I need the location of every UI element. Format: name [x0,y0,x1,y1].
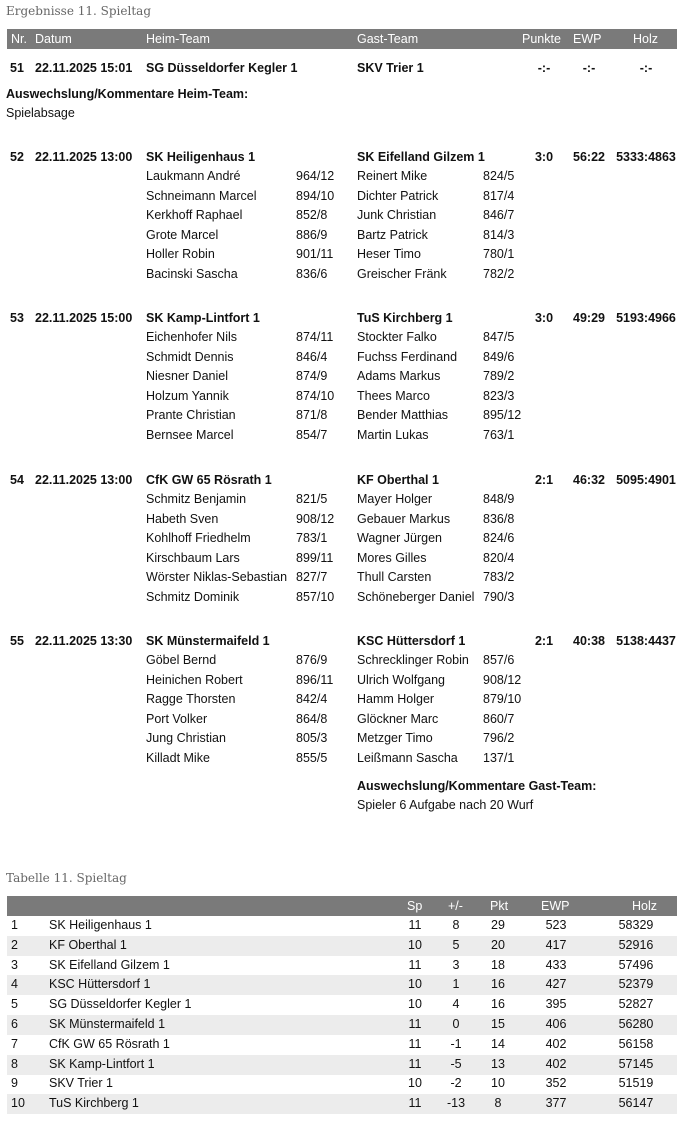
header-table-ewp: EWP [541,899,570,913]
rank-cell: 6 [11,1017,18,1031]
home-player: Eichenhofer Nils [146,330,238,344]
holz-cell: 51519 [618,1076,654,1091]
home-player-score: 871/8 [296,408,328,423]
game-nr: 55 [10,634,24,648]
rank-cell: 2 [11,937,18,952]
table-caption: Tabelle 11. Spieltag [6,871,127,885]
guest-player: Hamm Holger [357,692,435,707]
guest-player-score: 782/2 [483,267,515,281]
diff-cell: 8 [452,918,460,932]
game-datum: 22.11.2025 13:00 [35,150,133,164]
guest-player: Adams Markus [357,369,441,384]
guest-player: Gebauer Markus [357,511,451,526]
home-player: Holzum Yannik [146,388,229,403]
home-player-score: 783/1 [296,531,328,546]
guest-player: Thees Marco [357,388,430,403]
team-cell: SK Münstermaifeld 1 [49,1017,166,1031]
table-row [7,1035,677,1055]
diff-cell: 5 [452,937,460,952]
team-cell: SG Düsseldorfer Kegler 1 [49,997,192,1012]
table-row [7,916,677,936]
home-comment-label: Auswechslung/Kommentare Heim-Team: [6,87,249,101]
guest-player-score: 763/1 [483,428,515,442]
sp-cell: 11 [408,1096,422,1111]
guest-player: Glöckner Marc [357,711,439,726]
guest-team: KF Oberthal 1 [357,473,439,487]
guest-player: Heser Timo [357,247,421,262]
header-ewp: EWP [573,32,602,46]
team-cell: TuS Kirchberg 1 [49,1096,139,1111]
guest-player-score: 789/2 [483,369,515,384]
guest-player-score: 895/12 [483,408,522,423]
results-header [7,29,677,49]
guest-player-score: 824/5 [483,169,515,183]
game-holz: 5333:4863 [616,150,676,164]
game-ewp: 46:32 [573,473,605,487]
holz-cell: 57145 [618,1056,654,1071]
game-ewp: 49:29 [573,311,605,325]
diff-cell: -5 [450,1056,462,1071]
home-player-score: 836/6 [296,267,328,281]
sp-cell: 11 [408,1056,422,1071]
guest-player-score: 780/1 [483,247,515,262]
guest-player-score: 820/4 [483,550,515,565]
home-player: Heinichen Robert [146,672,243,687]
diff-cell: -2 [450,1076,462,1091]
home-team: SG Düsseldorfer Kegler 1 [146,61,298,75]
home-player-score: 874/9 [296,369,328,384]
ewp-cell: 523 [545,918,567,932]
diff-cell: 3 [452,957,460,972]
home-player-score: 899/11 [296,550,334,565]
home-player: Göbel Bernd [146,653,217,667]
ewp-cell: 395 [545,997,567,1012]
header-datum: Datum [35,32,72,46]
guest-player-score: 137/1 [483,751,515,765]
sp-cell: 11 [408,1017,422,1031]
ewp-cell: 377 [545,1096,567,1111]
pkt-cell: 13 [491,1056,505,1071]
home-team: CfK GW 65 Rösrath 1 [146,473,272,487]
guest-player: Schrecklinger Robin [357,653,469,667]
rank-cell: 10 [11,1096,25,1111]
holz-cell: 58329 [618,918,654,932]
guest-player-score: 814/3 [483,227,515,242]
header-heim: Heim-Team [146,32,210,46]
header-punkte: Punkte [522,32,561,46]
rank-cell: 7 [11,1036,18,1051]
home-player: Killadt Mike [146,751,210,765]
header-pkt: Pkt [490,899,509,913]
ewp-cell: 433 [545,957,567,972]
table-row [7,1094,677,1114]
home-player: Laukmann André [146,169,241,183]
guest-player-score: 783/2 [483,570,515,585]
home-player: Habeth Sven [146,511,219,526]
pkt-cell: 14 [491,1036,505,1051]
diff-cell: -13 [446,1096,466,1111]
home-player: Prante Christian [146,408,236,423]
sp-cell: 11 [408,918,422,932]
table-row [7,956,677,976]
pkt-cell: 18 [491,957,505,972]
game-ewp: 40:38 [573,634,605,648]
home-player-score: 827/7 [296,570,328,585]
pkt-cell: 20 [491,937,505,952]
guest-player: Fuchss Ferdinand [357,349,458,364]
guest-player: Thull Carsten [357,570,432,585]
home-player: Jung Christian [146,731,226,746]
home-team: SK Heiligenhaus 1 [146,150,256,164]
table-row [7,1015,677,1035]
header-sp: Sp [407,899,423,913]
guest-player: Martin Lukas [357,428,429,442]
home-player: Kirschbaum Lars [146,550,240,565]
home-player-score: 852/8 [296,208,328,223]
guest-player-score: 796/2 [483,731,515,746]
team-cell: KF Oberthal 1 [49,937,127,952]
game-ewp: 56:22 [573,150,605,164]
home-player-score: 855/5 [296,751,328,765]
guest-comment: Spieler 6 Aufgabe nach 20 Wurf [357,798,534,812]
home-player: Niesner Daniel [146,369,228,384]
guest-player-score: 823/3 [483,388,515,403]
ewp-cell: 406 [545,1017,567,1031]
pkt-cell: 16 [491,977,505,992]
rank-cell: 8 [11,1056,18,1071]
home-player-score: 886/9 [296,227,328,242]
guest-team: SK Eifelland Gilzem 1 [357,150,485,164]
diff-cell: -1 [450,1036,462,1051]
guest-player-score: 879/10 [483,692,522,707]
home-player: Bernsee Marcel [146,428,234,442]
guest-player: Leißmann Sascha [357,751,458,765]
game-holz: -:- [639,61,653,75]
table-row [7,1055,677,1075]
header-table-holz: Holz [632,899,658,913]
home-player-score: 874/11 [296,330,334,344]
table-row [7,936,677,956]
ewp-cell: 402 [545,1036,567,1051]
home-player: Schmitz Benjamin [146,492,247,506]
guest-player: Metzger Timo [357,731,433,746]
game-nr: 52 [10,150,24,164]
table-row [7,995,677,1015]
guest-comment-label: Auswechslung/Kommentare Gast-Team: [357,779,597,793]
guest-player: Junk Christian [357,208,437,223]
pkt-cell: 15 [491,1017,505,1031]
guest-player: Schöneberger Daniel [357,590,475,604]
holz-cell: 56280 [618,1017,654,1031]
guest-player: Wagner Jürgen [357,531,442,546]
team-cell: SK Kamp-Lintfort 1 [49,1056,155,1071]
guest-player: Reinert Mike [357,169,428,183]
game-punkte: 2:1 [534,473,554,487]
table-row [7,975,677,995]
game-nr: 51 [10,61,24,75]
pkt-cell: 29 [491,918,505,932]
table-row [7,1074,677,1094]
home-player-score: 846/4 [296,349,328,364]
results-caption: Ergebnisse 11. Spieltag [6,4,151,18]
game-holz: 5193:4966 [616,311,676,325]
sp-cell: 10 [408,937,422,952]
team-cell: KSC Hüttersdorf 1 [49,977,151,992]
rank-cell: 3 [11,957,18,972]
home-player-score: 896/11 [296,672,334,687]
pkt-cell: 8 [494,1096,502,1111]
home-player-score: 964/12 [296,169,335,183]
guest-player: Mayer Holger [357,492,433,506]
guest-player-score: 836/8 [483,511,515,526]
guest-player-score: 849/6 [483,349,515,364]
home-player: Bacinski Sascha [146,267,238,281]
game-ewp: -:- [582,61,596,75]
guest-player: Bartz Patrick [357,227,428,242]
game-punkte: 3:0 [534,150,554,164]
header-gast: Gast-Team [357,32,419,46]
home-player-score: 876/9 [296,653,328,667]
diff-cell: 0 [452,1017,460,1031]
game-holz: 5138:4437 [616,634,676,648]
home-player: Holler Robin [146,247,215,262]
guest-player-score: 848/9 [483,492,515,506]
game-datum: 22.11.2025 13:00 [35,473,133,487]
holz-cell: 52916 [618,937,654,952]
holz-cell: 52379 [618,977,654,992]
ewp-cell: 427 [545,977,567,992]
home-player-score: 842/4 [296,692,328,707]
guest-player-score: 846/7 [483,208,515,223]
rank-cell: 4 [11,977,18,992]
guest-player-score: 860/7 [483,711,515,726]
guest-player: Ulrich Wolfgang [357,672,446,687]
home-player-score: 908/12 [296,511,335,526]
guest-player-score: 908/12 [483,672,522,687]
holz-cell: 56158 [618,1036,654,1051]
ewp-cell: 402 [545,1056,567,1071]
header-holz: Holz [633,32,659,46]
home-player: Grote Marcel [146,227,219,242]
pkt-cell: 16 [491,997,505,1012]
home-player-score: 857/10 [296,590,335,604]
home-player-score: 854/7 [296,428,328,442]
ewp-cell: 352 [545,1076,567,1091]
holz-cell: 57496 [618,957,654,972]
table-header [7,896,677,916]
header-nr: Nr. [11,32,27,46]
guest-player: Stockter Falko [357,330,437,344]
game-datum: 22.11.2025 13:30 [35,634,133,648]
guest-player-score: 857/6 [483,653,515,667]
guest-player: Bender Matthias [357,408,449,423]
home-player: Kohlhoff Friedhelm [146,531,251,546]
home-team: SK Münstermaifeld 1 [146,634,270,648]
guest-player-score: 790/3 [483,590,515,604]
game-punkte: 3:0 [534,311,554,325]
sp-cell: 10 [408,977,422,992]
team-cell: CfK GW 65 Rösrath 1 [49,1036,170,1051]
holz-cell: 52827 [618,997,654,1012]
game-punkte: 2:1 [534,634,554,648]
home-player: Schneimann Marcel [146,188,257,203]
team-cell: SK Eifelland Gilzem 1 [49,957,170,972]
home-player: Ragge Thorsten [146,692,236,707]
header-diff: +/- [448,899,463,913]
ewp-cell: 417 [545,937,567,952]
game-punkte: -:- [537,61,551,75]
holz-cell: 56147 [618,1096,654,1111]
home-player-score: 901/11 [296,247,334,262]
diff-cell: 4 [452,997,460,1012]
game-holz: 5095:4901 [616,473,676,487]
guest-player: Greischer Fränk [357,267,447,281]
sp-cell: 11 [408,1036,422,1051]
rank-cell: 1 [11,918,18,932]
home-player-score: 874/10 [296,388,335,403]
guest-team: SKV Trier 1 [357,61,424,75]
guest-player: Dichter Patrick [357,188,439,203]
game-datum: 22.11.2025 15:01 [35,61,133,75]
rank-cell: 9 [11,1076,18,1091]
guest-player: Mores Gilles [357,550,427,565]
home-team: SK Kamp-Lintfort 1 [146,311,260,325]
guest-player-score: 847/5 [483,330,515,344]
game-datum: 22.11.2025 15:00 [35,311,133,325]
home-comment: Spielabsage [6,106,75,120]
guest-team: KSC Hüttersdorf 1 [357,634,466,648]
diff-cell: 1 [452,977,460,992]
pkt-cell: 10 [491,1076,505,1091]
home-player-score: 821/5 [296,492,328,506]
game-nr: 54 [10,473,24,487]
home-player: Port Volker [146,711,208,726]
sp-cell: 10 [408,997,422,1012]
guest-player-score: 824/6 [483,531,515,546]
guest-player-score: 817/4 [483,188,515,203]
game-nr: 53 [10,311,24,325]
sp-cell: 11 [408,957,422,972]
home-player-score: 864/8 [296,711,328,726]
rank-cell: 5 [11,997,18,1012]
home-player: Wörster Niklas-Sebastian [146,570,288,585]
home-player: Kerkhoff Raphael [146,208,243,223]
home-player: Schmitz Dominik [146,590,240,604]
home-player-score: 805/3 [296,731,328,746]
home-player: Schmidt Dennis [146,349,234,364]
home-player-score: 894/10 [296,188,335,203]
guest-team: TuS Kirchberg 1 [357,311,453,325]
sp-cell: 10 [408,1076,422,1091]
team-cell: SKV Trier 1 [49,1076,113,1091]
team-cell: SK Heiligenhaus 1 [49,918,152,932]
